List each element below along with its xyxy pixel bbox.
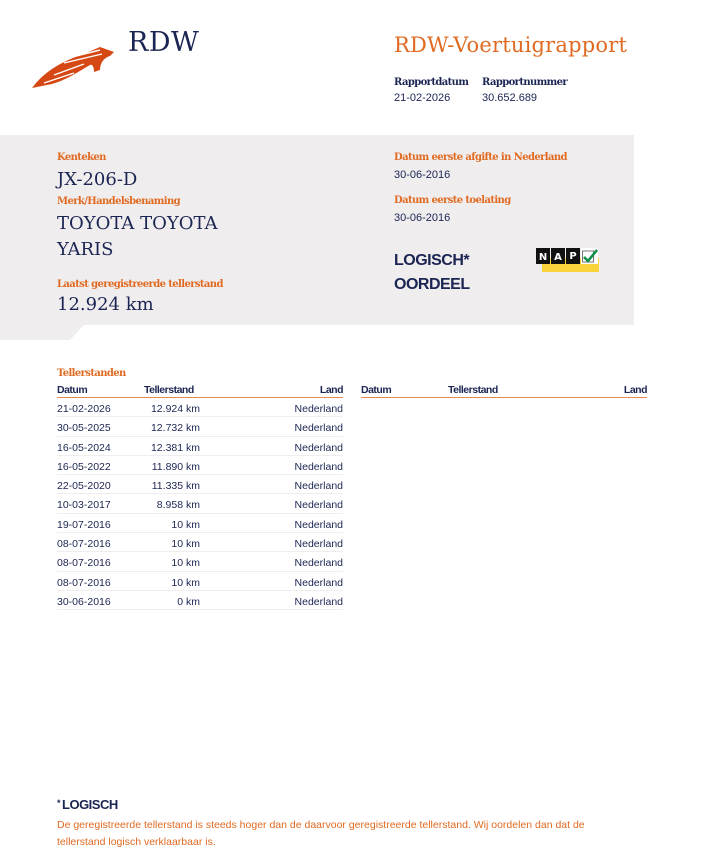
cell-land: Nederland [294,499,343,512]
column-header-datum: Datum [57,384,88,396]
last-odometer-label: Laatst geregistreerde tellerstand [57,279,223,290]
nap-letter-p: P [569,251,577,262]
merk-label: Merk/Handelsbenaming [57,196,181,207]
kenteken-label: Kenteken [57,152,106,163]
last-odometer-value: 12.924 km [57,294,154,315]
cell-tellerstand: 12.381 km [150,441,200,454]
report-date-label: Rapportdatum [394,77,469,88]
first-admission-date: 30-06-2016 [394,212,451,224]
report-number-label: Rapportnummer [482,77,568,88]
cell-land: Nederland [294,422,343,435]
odometer-table-right [361,384,647,398]
cell-datum: 21-02-2026 [57,403,111,415]
verdict-line1: LOGISCH* [394,252,470,269]
cell-land: Nederland [294,403,343,415]
first-issue-date-label: Datum eerste afgifte in Nederland [394,152,567,163]
merk-value-line2: YARIS [57,239,114,260]
cell-datum: 08-07-2016 [57,538,111,551]
column-header-datum: Datum [361,384,392,396]
cell-land: Nederland [294,480,343,493]
cell-tellerstand: 10 km [171,538,200,551]
column-header-land: Land [319,384,343,396]
cell-tellerstand: 12.732 km [150,422,200,435]
cell-datum: 16-05-2024 [57,441,111,454]
footnote-title-text: LOGISCH [62,797,118,812]
table-row [57,456,343,475]
cell-datum: 22-05-2020 [57,480,111,493]
cell-datum: 30-05-2025 [57,422,111,435]
cell-land: Nederland [294,557,343,570]
cell-tellerstand: 11.890 km [151,460,200,473]
cell-tellerstand: 8.958 km [156,499,200,512]
cell-tellerstand: 10 km [171,518,200,531]
cell-tellerstand: 12.924 km [150,403,200,415]
table-row [57,591,343,610]
table-header [361,384,647,398]
verdict-line2: OORDEEL [394,276,470,293]
cell-datum: 08-07-2016 [57,576,111,589]
table-row [57,552,343,571]
nap-letter-n: N [538,252,548,263]
column-header-tellerstand: Tellerstand [448,384,498,396]
nap-letter-a: A [554,252,562,263]
column-header-land: Land [623,384,647,396]
first-issue-date: 30-06-2016 [394,169,451,181]
report-title: RDW-Voertuigrapport [394,33,628,57]
odometer-table-left [57,384,343,610]
brand-name: RDW [128,27,200,58]
cell-land: Nederland [294,538,343,551]
merk-value-line1: TOYOTA TOYOTA [57,213,218,234]
kenteken-value: JX-206-D [57,169,138,190]
first-admission-date-label: Datum eerste toelating [394,195,511,206]
table-row [57,398,343,417]
footnote-text: De geregistreerde tellerstand is steeds hoger dan de daarvoor geregistreerde tellerstand. Wij oordelen dan dat de tellerstand logisch verklaarbaar is. [57,819,585,848]
table-row [57,417,343,436]
cell-land: Nederland [294,441,343,454]
cell-datum: 30-06-2016 [57,595,111,608]
table-row [57,533,343,552]
rdw-logo-icon [30,42,116,90]
report-date: 21-02-2026 [394,92,451,104]
cell-tellerstand: 11.335 km [151,480,200,493]
cell-land: Nederland [294,595,343,608]
nap-logo [536,248,600,272]
cell-tellerstand: 0 km [177,595,200,608]
table-row [57,572,343,591]
cell-land: Nederland [294,460,343,473]
report-number: 30.652.689 [482,92,538,104]
cell-land: Nederland [294,576,343,589]
cell-land: Nederland [294,518,343,531]
column-header-tellerstand: Tellerstand [144,384,194,396]
cell-datum: 16-05-2022 [57,460,111,473]
cell-datum: 08-07-2016 [57,557,111,570]
footnote-title [57,797,118,812]
table-row [57,494,343,513]
odometer-history-title: Tellerstanden [57,368,126,379]
cell-datum: 19-07-2016 [57,518,111,531]
cell-tellerstand: 10 km [171,557,200,570]
cell-datum: 10-03-2017 [57,499,111,512]
table-row [57,475,343,494]
table-row [57,437,343,456]
table-row [57,514,343,533]
table-header [57,384,343,398]
cell-tellerstand: 10 km [171,576,200,589]
footnote-star: * [57,798,61,808]
